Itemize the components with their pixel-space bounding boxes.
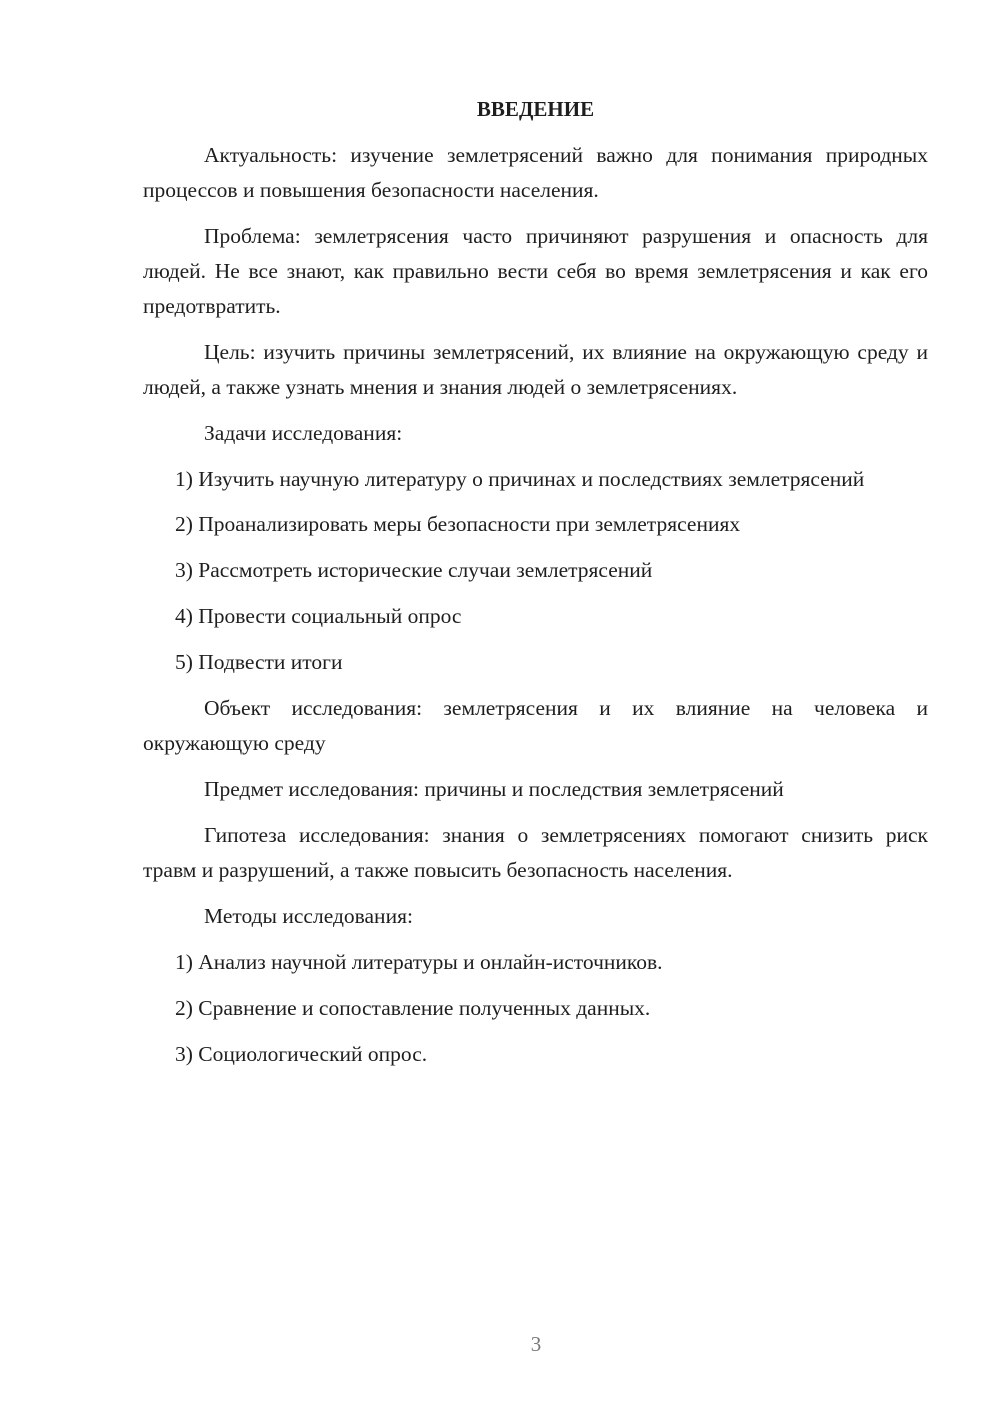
section-title: ВВЕДЕНИЕ [476, 97, 595, 121]
paragraph-goal: Цель: изучить причины землетрясений, их влияние на окружающую среду и людей, а также узнать мнения и знания людей о землетрясениях. [143, 340, 928, 399]
paragraph-object: Объект исследования: землетрясения и их влияние на человека и окружающую среду [143, 696, 928, 755]
task-item-4: 4) Провести социальный опрос [175, 604, 462, 628]
task-item-1: 1) Изучить научную литературу о причинах и последствиях землетрясений [175, 467, 865, 491]
paragraph-subject: Предмет исследования: причины и последствия землетрясений [204, 777, 784, 801]
paragraph-problem: Проблема: землетрясения часто причиняют разрушения и опасность для людей. Не все знают, как правильно вести себя во время землетрясения и как его предотвратить. [143, 224, 928, 318]
task-item-3: 3) Рассмотреть исторические случаи землетрясений [175, 558, 653, 582]
method-item-2: 2) Сравнение и сопоставление полученных данных. [175, 996, 651, 1020]
method-item-1: 1) Анализ научной литературы и онлайн-источников. [175, 950, 663, 974]
page-number: 3 [530, 1332, 542, 1356]
method-item-3: 3) Социологический опрос. [175, 1042, 428, 1066]
paragraph-hypothesis: Гипотеза исследования: знания о землетрясениях помогают снизить риск травм и разрушений, а также повысить безопасность населения. [143, 823, 928, 882]
paragraph-tasks-heading: Задачи исследования: [204, 421, 403, 445]
task-item-5: 5) Подвести итоги [175, 650, 343, 674]
paragraph-relevance: Актуальность: изучение землетрясений важно для понимания природных процессов и повышения безопасности населения. [143, 143, 928, 202]
task-item-2: 2) Проанализировать меры безопасности при землетрясениях [175, 512, 741, 536]
page-content [143, 92, 928, 1083]
paragraph-methods-heading: Методы исследования: [204, 904, 413, 928]
